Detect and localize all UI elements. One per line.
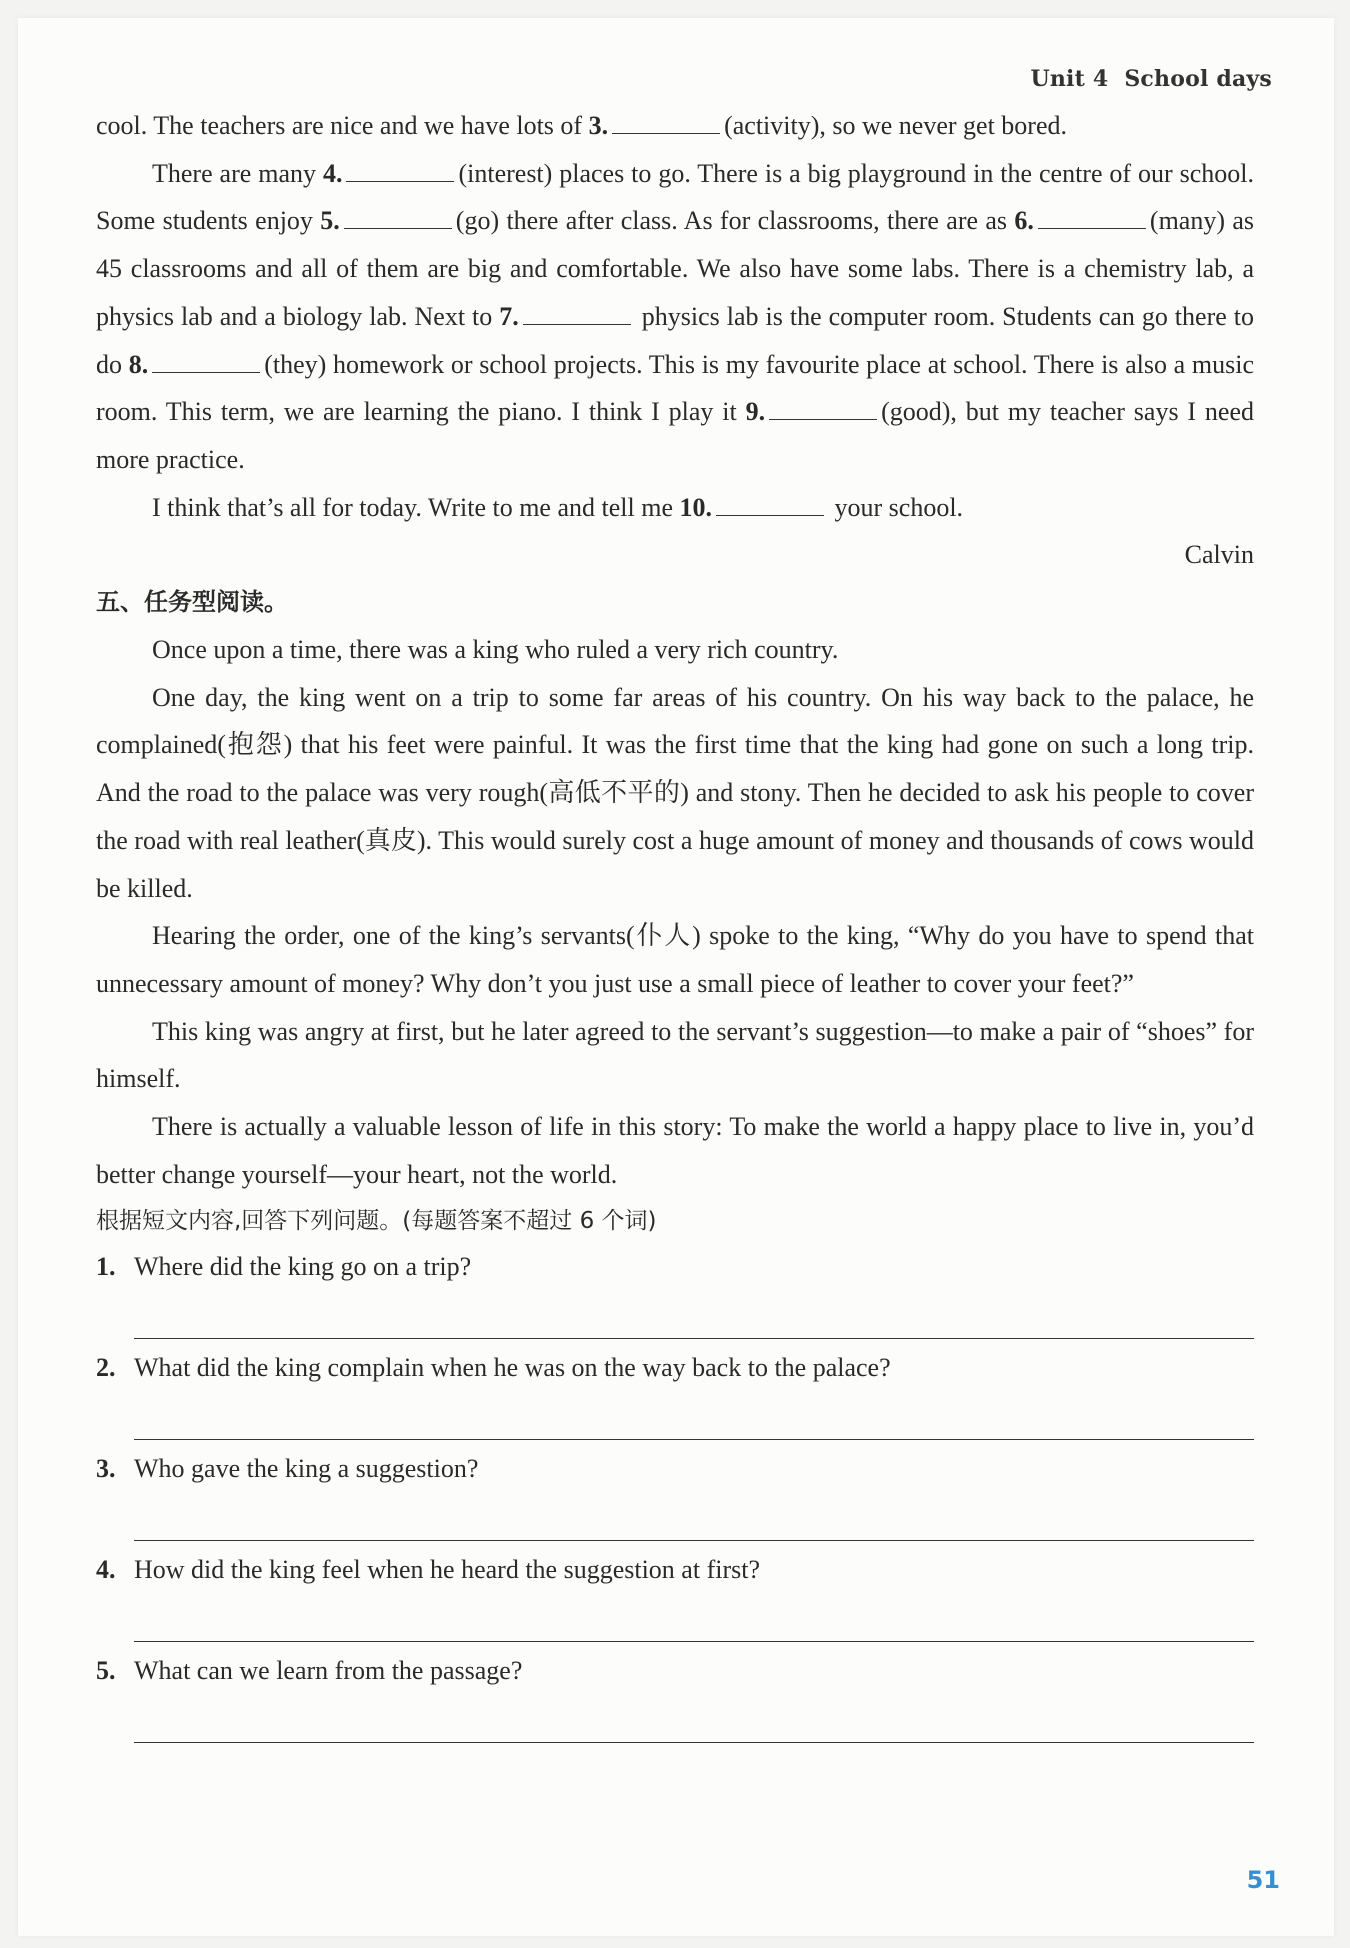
question-number: 5. (96, 1656, 116, 1686)
letter-paragraph-2: There are many 4. (interest) places to go. There is a big playground in the centre of our school. Some students enjoy 5. (go) there after class. As for classrooms, there are as 6. (many) as 45 classrooms and all of them are big and comfortable. We also have some labs. There is a chemistry lab, a physics lab and a biology lab. Next to 7. physics lab is the computer room. Students can go there to do 8. (they) homework or school projects. This is my favourite place at school. There is also a music room. This term, we are learning the piano. I think I play it 9. (good), but my teacher says I need more practice. (96, 150, 1254, 484)
answer-line[interactable] (134, 1694, 1254, 1743)
answer-blank-8[interactable] (152, 346, 260, 373)
story-paragraph-2: One day, the king went on a trip to some far areas of his country. On his way back to the palace, he complained(抱怨) that his feet were painful. It was the first time that the king had gone on such a long trip. And the road to the palace was very rough(高低不平的) and stony. Then he decided to ask his people to cover the road with real leather(真皮). This would surely cost a huge amount of money and thousands of cows would be killed. (96, 682, 1254, 903)
page-header (1030, 66, 1272, 92)
answer-blank-10[interactable] (716, 489, 824, 516)
answer-line[interactable] (134, 1492, 1254, 1541)
question-number: 4. (96, 1555, 116, 1585)
story-paragraph-1: Once upon a time, there was a king who ruled a very rich country. (152, 635, 839, 665)
question-number: 2. (96, 1353, 116, 1383)
question-item (96, 1648, 1254, 1743)
answer-blank-3[interactable] (612, 107, 720, 134)
unit-label: Unit 4 (1030, 66, 1109, 92)
blank-number-9: 9. (745, 397, 766, 427)
answer-blank-4[interactable] (346, 155, 454, 182)
blank-number-10: 10. (679, 492, 712, 522)
answer-blank-5[interactable] (344, 202, 452, 229)
question-text: Where did the king go on a trip? (134, 1252, 472, 1282)
answer-blank-6[interactable] (1038, 202, 1146, 229)
answer-blank-9[interactable] (769, 393, 877, 420)
question-item (96, 1345, 1254, 1440)
question-instruction: 根据短文内容,回答下列问题。(每题答案不超过 6 个词) (96, 1208, 657, 1235)
letter-paragraph-3: I think that’s all for today. Write to me and tell me 10. your school. (96, 484, 1254, 532)
page-number: 51 (1246, 1866, 1280, 1894)
blank-number-7: 7. (499, 301, 519, 331)
question-item (96, 1547, 1254, 1642)
letter-signature: Calvin (1184, 540, 1254, 570)
story-paragraph-5: There is actually a valuable lesson of life in this story: To make the world a happy place to live in, you’d better change yourself—your heart, not the world. (96, 1112, 1254, 1189)
blank-number-6: 6. (1014, 206, 1034, 236)
question-item (96, 1244, 1254, 1339)
workbook-page (18, 18, 1334, 1936)
question-text: Who gave the king a suggestion? (134, 1454, 479, 1484)
answer-line[interactable] (134, 1593, 1254, 1642)
blank-number-4: 4. (322, 158, 343, 188)
question-text: What did the king complain when he was on the way back to the palace? (134, 1353, 891, 1383)
story-paragraph-3: Hearing the order, one of the king’s servants(仆人) spoke to the king, “Why do you have to spend that unnecessary amount of money? Why don’t you just use a small piece of leather to cover your feet?” (96, 921, 1254, 998)
section-title: 五、任务型阅读。 (96, 588, 288, 617)
question-number: 1. (96, 1252, 116, 1282)
question-number: 3. (96, 1454, 116, 1484)
question-text: How did the king feel when he heard the suggestion at first? (134, 1555, 760, 1585)
unit-title: School days (1124, 66, 1272, 92)
page-content (96, 102, 1254, 1743)
story-paragraph-4: This king was angry at first, but he later agreed to the servant’s suggestion—to make a pair of “shoes” for himself. (96, 1016, 1254, 1094)
answer-line[interactable] (134, 1391, 1254, 1440)
letter-paragraph-1: cool. The teachers are nice and we have lots of 3. (activity), so we never get bored. (96, 102, 1254, 150)
question-item (96, 1446, 1254, 1541)
answer-blank-7[interactable] (523, 298, 631, 325)
blank-number-8: 8. (128, 349, 149, 379)
blank-number-3: 3. (588, 111, 609, 140)
answer-line[interactable] (134, 1290, 1254, 1339)
blank-number-5: 5. (320, 206, 340, 236)
question-text: What can we learn from the passage? (134, 1656, 523, 1686)
